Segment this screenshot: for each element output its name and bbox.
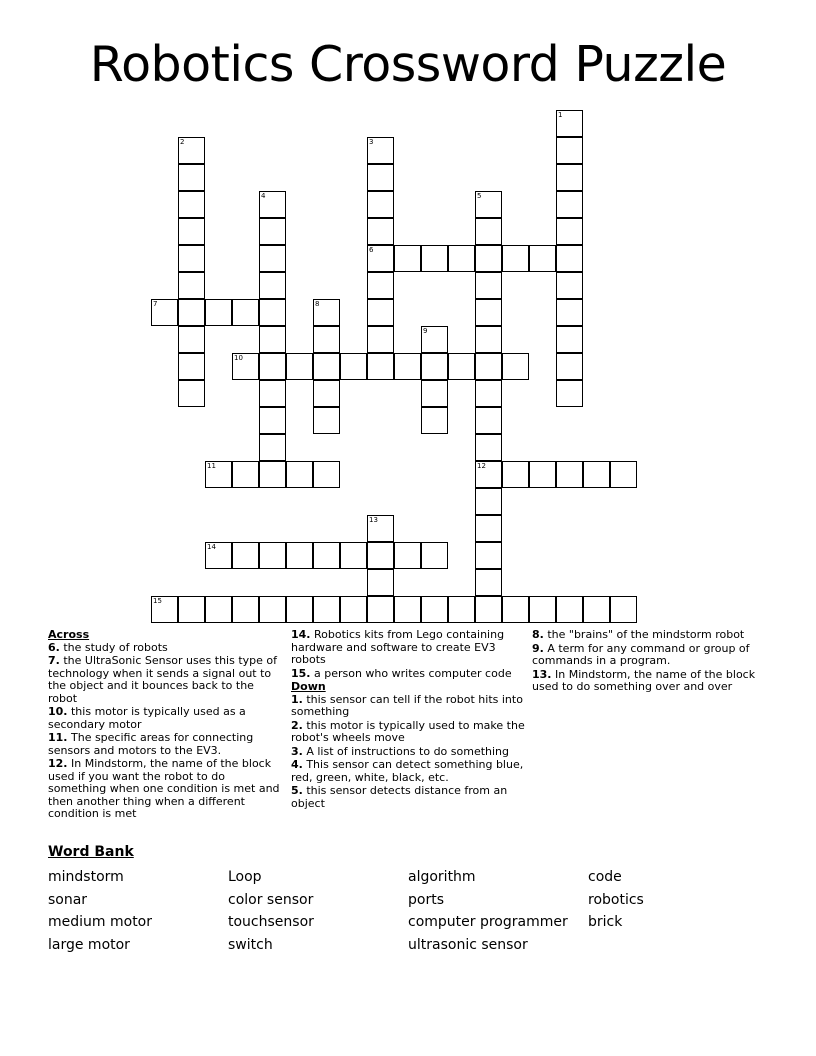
word-bank-item: computer programmer (408, 914, 568, 931)
word-bank-item: brick (588, 914, 623, 931)
word-bank-item: ultrasonic sensor (408, 937, 528, 954)
clue-down-9: 9. A term for any command or group of commands in a program. (532, 641, 750, 667)
grid-cell[interactable] (583, 461, 610, 488)
grid-cell[interactable] (259, 218, 286, 245)
grid-cell[interactable] (313, 353, 340, 380)
grid-cell[interactable] (556, 272, 583, 299)
grid-cell[interactable] (232, 542, 259, 569)
clue-number: 2 (180, 138, 185, 146)
grid-cell[interactable] (259, 191, 286, 218)
grid-cell[interactable] (394, 596, 421, 623)
grid-cell[interactable] (556, 299, 583, 326)
word-bank-title: Word Bank (48, 844, 134, 860)
grid-cell[interactable] (394, 542, 421, 569)
grid-cell[interactable] (394, 245, 421, 272)
grid-cell[interactable] (178, 164, 205, 191)
clue-number: 7 (153, 300, 158, 308)
word-bank-item: medium motor (48, 914, 153, 931)
word-bank-item: robotics (588, 891, 644, 908)
grid-cell[interactable] (232, 461, 259, 488)
clue-down-2: 2. this motor is typically used to make the robot's wheels move (291, 718, 525, 744)
grid-cell[interactable] (475, 488, 502, 515)
grid-cell[interactable] (259, 326, 286, 353)
grid-cell[interactable] (313, 596, 340, 623)
grid-cell[interactable] (583, 596, 610, 623)
crossword-grid (151, 110, 641, 630)
clue-across-6: 6. the study of robots (48, 640, 168, 654)
clue-across-10: 10. this motor is typically used as a secondary motor (48, 705, 246, 731)
grid-cell[interactable] (178, 137, 205, 164)
grid-cell[interactable] (367, 326, 394, 353)
clue-number: 5 (477, 192, 482, 200)
grid-cell[interactable] (313, 380, 340, 407)
grid-cell[interactable] (313, 326, 340, 353)
clue-down-13: 13. In Mindstorm, the name of the block used to do something over and over (532, 667, 756, 693)
clue-number: 1 (558, 111, 563, 119)
clue-across-7: 7. the UltraSonic Sensor uses this type of technology when it sends a signal out to the object and it bounces back to the robot (48, 654, 277, 705)
grid-cell[interactable] (610, 461, 637, 488)
grid-cell[interactable] (178, 272, 205, 299)
grid-cell[interactable] (340, 542, 367, 569)
grid-cell[interactable] (475, 407, 502, 434)
clues-column-3 (532, 629, 772, 695)
grid-cell[interactable] (313, 299, 340, 326)
grid-cell[interactable] (556, 110, 583, 137)
grid-cell[interactable] (502, 245, 529, 272)
word-bank-column-2 (228, 866, 314, 957)
grid-cell[interactable] (475, 218, 502, 245)
grid-cell[interactable] (556, 326, 583, 353)
clue-number: 12 (477, 462, 486, 470)
grid-cell[interactable] (340, 596, 367, 623)
grid-cell[interactable] (475, 353, 502, 380)
grid-cell[interactable] (475, 542, 502, 569)
grid-cell[interactable] (232, 596, 259, 623)
grid-cell[interactable] (475, 515, 502, 542)
clue-down-3: 3. A list of instructions to do something (291, 744, 510, 758)
clue-across-14: 14. Robotics kits from Lego containing hardware and software to create EV3 robots (291, 628, 505, 666)
clue-number: 3 (369, 138, 374, 146)
grid-cell[interactable] (286, 461, 313, 488)
clues-column-2 (291, 629, 529, 811)
grid-cell[interactable] (205, 299, 232, 326)
word-bank-item: Loop (228, 869, 262, 885)
clue-number: 4 (261, 192, 266, 200)
word-bank-item: algorithm (408, 869, 476, 885)
grid-cell[interactable] (232, 299, 259, 326)
grid-cell[interactable] (367, 218, 394, 245)
grid-cell[interactable] (367, 353, 394, 380)
grid-cell[interactable] (259, 299, 286, 326)
grid-cell[interactable] (259, 596, 286, 623)
grid-cell[interactable] (313, 461, 340, 488)
grid-cell[interactable] (475, 272, 502, 299)
grid-cell[interactable] (367, 542, 394, 569)
grid-cell[interactable] (259, 245, 286, 272)
grid-cell[interactable] (502, 461, 529, 488)
grid-cell[interactable] (421, 596, 448, 623)
grid-cell[interactable] (475, 569, 502, 596)
grid-cell[interactable] (421, 407, 448, 434)
grid-cell[interactable] (367, 272, 394, 299)
word-bank-item: large motor (48, 937, 130, 954)
grid-cell[interactable] (556, 596, 583, 623)
clue-number: 13 (369, 516, 378, 524)
clue-across-15: 15. a person who writes computer code (291, 666, 512, 680)
grid-cell[interactable] (259, 407, 286, 434)
word-bank-item: switch (228, 937, 273, 954)
grid-cell[interactable] (475, 434, 502, 461)
grid-cell[interactable] (610, 596, 637, 623)
grid-cell[interactable] (151, 299, 178, 326)
grid-cell[interactable] (556, 218, 583, 245)
grid-cell[interactable] (556, 461, 583, 488)
word-bank-column-1 (48, 866, 152, 957)
grid-cell[interactable] (448, 353, 475, 380)
grid-cell[interactable] (475, 380, 502, 407)
grid-cell[interactable] (529, 245, 556, 272)
grid-cell[interactable] (178, 326, 205, 353)
grid-cell[interactable] (205, 542, 232, 569)
grid-cell[interactable] (475, 299, 502, 326)
grid-cell[interactable] (178, 245, 205, 272)
grid-cell[interactable] (556, 353, 583, 380)
grid-cell[interactable] (178, 380, 205, 407)
grid-cell[interactable] (367, 569, 394, 596)
grid-cell[interactable] (421, 245, 448, 272)
clue-number: 6 (369, 246, 374, 254)
grid-cell[interactable] (259, 272, 286, 299)
grid-cell[interactable] (502, 596, 529, 623)
grid-cell[interactable] (313, 407, 340, 434)
clue-number: 9 (423, 327, 428, 335)
grid-cell[interactable] (259, 380, 286, 407)
word-bank-item: ports (408, 891, 444, 908)
grid-cell[interactable] (556, 137, 583, 164)
word-bank-column-4 (588, 866, 644, 934)
grid-cell[interactable] (232, 353, 259, 380)
grid-cell[interactable] (367, 299, 394, 326)
clue-number: 10 (234, 354, 243, 362)
grid-cell[interactable] (529, 596, 556, 623)
grid-cell[interactable] (556, 164, 583, 191)
clue-number: 8 (315, 300, 320, 308)
grid-cell[interactable] (286, 353, 313, 380)
grid-cell[interactable] (475, 191, 502, 218)
grid-cell[interactable] (286, 596, 313, 623)
word-bank-column-3 (408, 866, 568, 957)
grid-cell[interactable] (448, 596, 475, 623)
grid-cell[interactable] (421, 353, 448, 380)
grid-cell[interactable] (421, 326, 448, 353)
grid-cell[interactable] (178, 299, 205, 326)
grid-cell[interactable] (475, 245, 502, 272)
clue-down-5: 5. this sensor detects distance from an object (291, 784, 508, 810)
grid-cell[interactable] (259, 434, 286, 461)
clue-number: 11 (207, 462, 216, 470)
grid-cell[interactable] (259, 542, 286, 569)
grid-cell[interactable] (340, 353, 367, 380)
clue-down-4: 4. This sensor can detect something blue, red, green, white, black, etc. (291, 758, 524, 784)
down-header: Down (291, 680, 326, 693)
grid-cell[interactable] (178, 596, 205, 623)
grid-cell[interactable] (367, 245, 394, 272)
across-header: Across (48, 628, 90, 641)
clue-number: 14 (207, 543, 216, 551)
clue-down-1: 1. this sensor can tell if the robot hits into something (291, 692, 523, 718)
grid-cell[interactable] (394, 353, 421, 380)
clues-column-1 (48, 629, 286, 822)
grid-cell[interactable] (475, 461, 502, 488)
grid-cell[interactable] (367, 596, 394, 623)
grid-cell[interactable] (178, 191, 205, 218)
grid-cell[interactable] (286, 542, 313, 569)
grid-cell[interactable] (421, 542, 448, 569)
word-bank-item: code (588, 869, 622, 885)
grid-cell[interactable] (475, 326, 502, 353)
grid-cell[interactable] (556, 191, 583, 218)
word-bank-item: touchsensor (228, 914, 314, 931)
grid-cell[interactable] (502, 353, 529, 380)
grid-cell[interactable] (178, 218, 205, 245)
grid-cell[interactable] (556, 245, 583, 272)
grid-cell[interactable] (178, 353, 205, 380)
grid-cell[interactable] (205, 596, 232, 623)
page-title: Robotics Crossword Puzzle (89, 36, 727, 93)
grid-cell[interactable] (556, 380, 583, 407)
word-bank-item: mindstorm (48, 869, 124, 885)
grid-cell[interactable] (475, 596, 502, 623)
clue-across-12: 12. In Mindstorm, the name of the block used if you want the robot to do something when one condition is met and then another thing when a different condition is met (48, 757, 280, 820)
grid-cell[interactable] (313, 542, 340, 569)
grid-cell[interactable] (205, 461, 232, 488)
grid-cell[interactable] (367, 137, 394, 164)
word-bank-item: color sensor (228, 891, 314, 908)
word-bank-item: sonar (48, 891, 88, 908)
clue-number: 15 (153, 597, 162, 605)
grid-cell[interactable] (421, 380, 448, 407)
grid-cell[interactable] (367, 515, 394, 542)
grid-cell[interactable] (529, 461, 556, 488)
grid-cell[interactable] (259, 353, 286, 380)
grid-cell[interactable] (367, 164, 394, 191)
grid-cell[interactable] (448, 245, 475, 272)
clue-down-8: 8. the "brains" of the mindstorm robot (532, 628, 745, 641)
clue-across-11: 11. The specific areas for connecting sensors and motors to the EV3. (48, 731, 254, 757)
grid-cell[interactable] (367, 191, 394, 218)
grid-cell[interactable] (151, 596, 178, 623)
grid-cell[interactable] (259, 461, 286, 488)
